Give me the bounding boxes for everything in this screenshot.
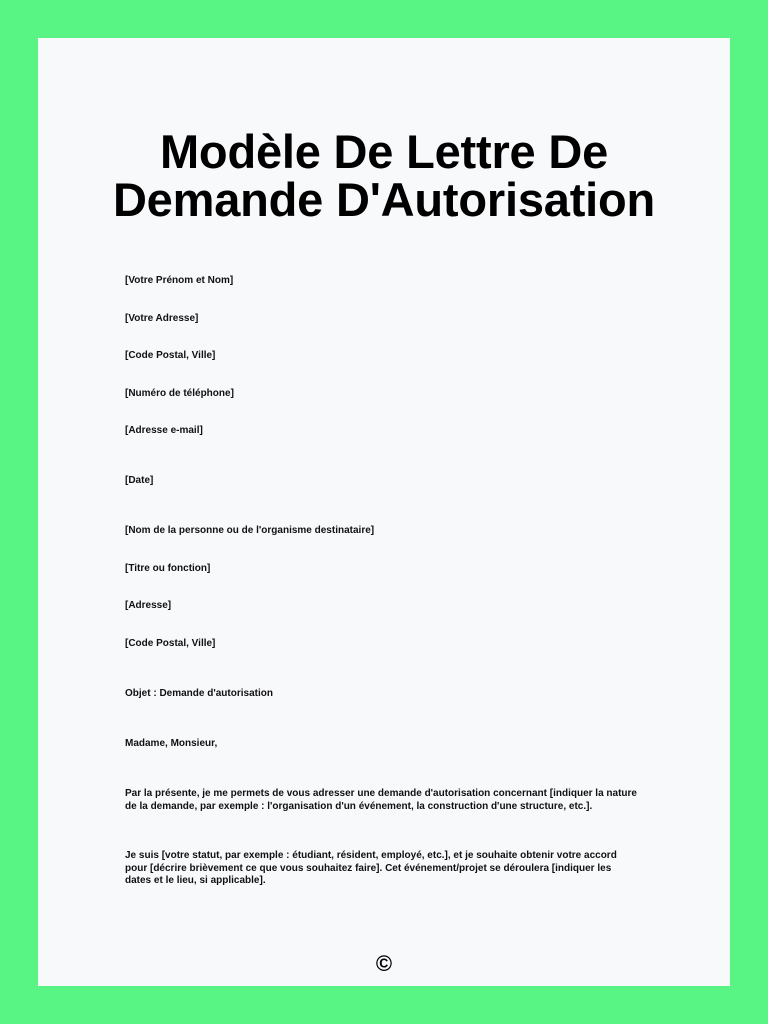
body-paragraph-1-line-2: de la demande, par exemple : l'organisation d'un événement, la construction d'une structure, etc.].: [125, 800, 593, 812]
body-paragraph-1-line-1: Par la présente, je me permets de vous adresser une demande d'autorisation concernant [indiquer la nature: [125, 788, 637, 799]
document-title-line-1: Modèle De Lettre De: [159, 125, 609, 178]
recipient-address: [Adresse]: [125, 600, 172, 611]
recipient-name: [Nom de la personne ou de l'organisme destinataire]: [125, 525, 375, 536]
body-paragraph-1: [125, 788, 645, 813]
sender-email: [Adresse e-mail]: [125, 425, 203, 436]
document-title-line-2: Demande D'Autorisation: [112, 173, 656, 226]
letter-salutation: Madame, Monsieur,: [125, 738, 218, 749]
letter-date: [Date]: [125, 475, 154, 486]
sender-phone: [Numéro de téléphone]: [125, 388, 234, 399]
body-paragraph-2: [125, 850, 645, 888]
document-title: [38, 125, 730, 226]
sender-postal-city: [Code Postal, Ville]: [125, 350, 216, 361]
body-paragraph-2-line-1: Je suis [votre statut, par exemple : étudiant, résident, employé, etc.], et je souhaite obtenir votre accord: [125, 850, 617, 861]
recipient-postal-city: [Code Postal, Ville]: [125, 638, 216, 649]
sender-address: [Votre Adresse]: [125, 313, 199, 324]
body-paragraph-2-line-3: dates et le lieu, si applicable].: [125, 875, 266, 886]
recipient-title: [Titre ou fonction]: [125, 563, 211, 574]
sender-name: [Votre Prénom et Nom]: [125, 275, 234, 286]
letter-subject: Objet : Demande d'autorisation: [125, 688, 273, 699]
letter-page: [38, 38, 730, 986]
copyright-icon: ©: [375, 951, 393, 976]
body-paragraph-2-line-2: pour [décrire brièvement ce que vous souhaitez faire]. Cet événement/projet se déroulera [indiquer les: [125, 862, 612, 874]
